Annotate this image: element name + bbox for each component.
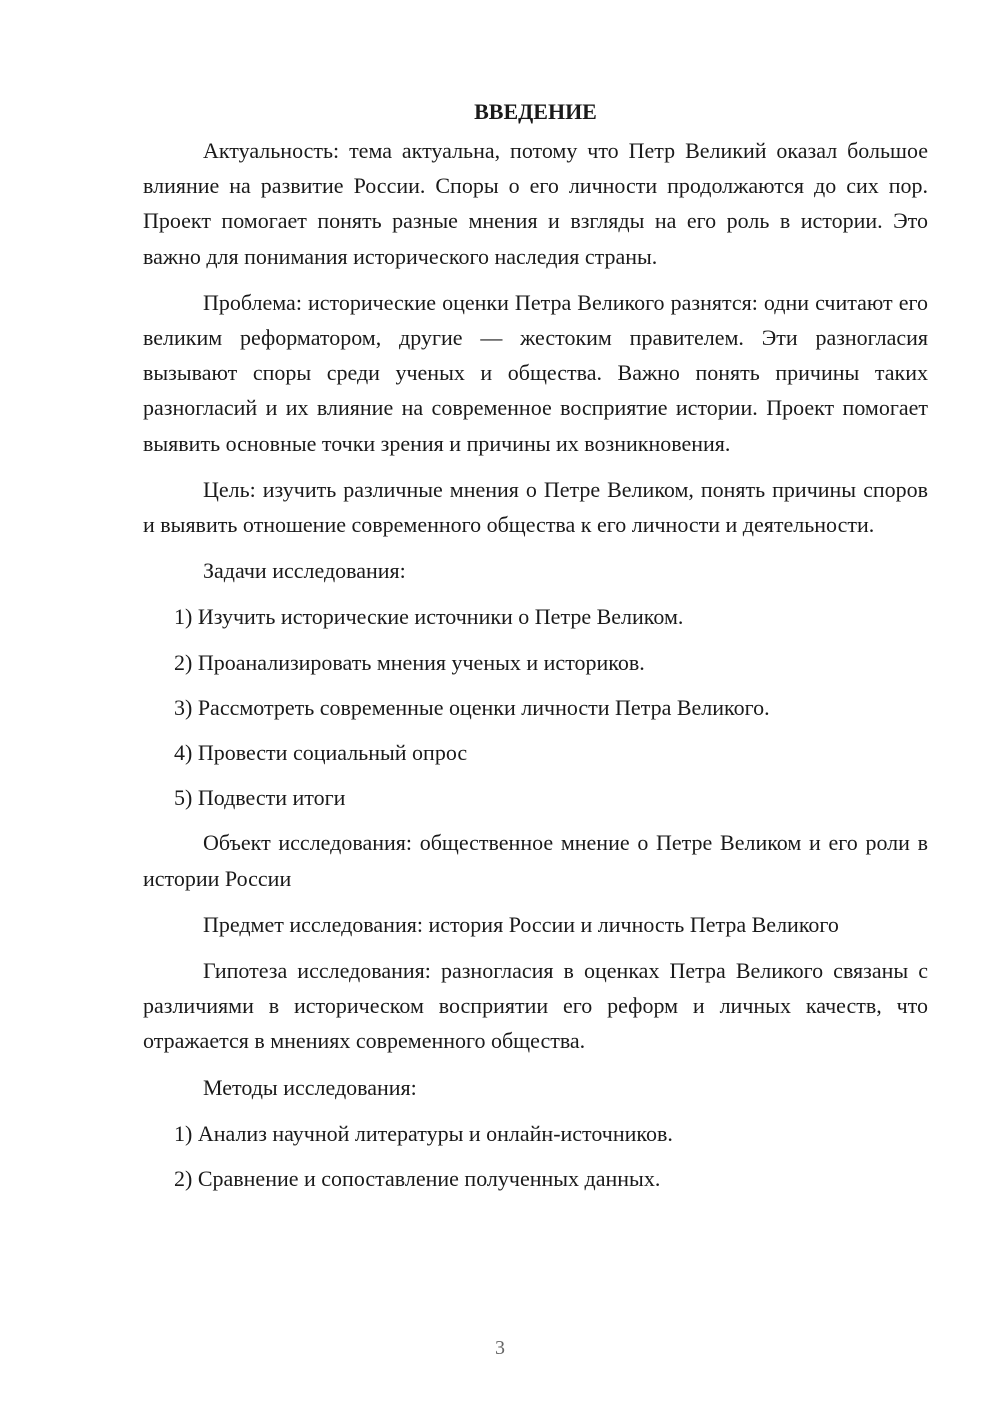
problem-paragraph: Проблема: исторические оценки Петра Великого разнятся: одни считают его великим реформатором, другие — жестоким правителем. Эти разногласия вызывают споры среди ученых и общества. Важно понять причины таких разногласий и их влияние на современное восприятие истории. Проект помогает выявить основные точки зрения и причины их возникновения. xyxy=(143,289,928,456)
section-title: ВВЕДЕНИЕ xyxy=(474,99,597,124)
methods-heading: Методы исследования: xyxy=(203,1074,417,1100)
subject-paragraph: Предмет исследования: история России и личность Петра Великого xyxy=(203,911,839,937)
task-item: 3) Рассмотреть современные оценки личности Петра Великого. xyxy=(174,694,770,720)
method-item: 1) Анализ научной литературы и онлайн-источников. xyxy=(174,1120,673,1146)
object-paragraph: Объект исследования: общественное мнение о Петре Великом и его роли в истории России xyxy=(143,830,928,891)
task-item: 1) Изучить исторические источники о Петре Великом. xyxy=(174,604,684,630)
goal-paragraph: Цель: изучить различные мнения о Петре Великом, понять причины споров и выявить отношение современного общества к его личности и деятельности. xyxy=(143,476,928,538)
tasks-heading: Задачи исследования: xyxy=(203,558,406,584)
relevance-paragraph: Актуальность: тема актуальна, потому что Петр Великий оказал большое влияние на развитие России. Споры о его личности продолжаются до сих пор. Проект помогает понять разные мнения и взгляды на его роль в истории. Это важно для понимания исторического наследия страны. xyxy=(143,138,928,269)
hypothesis-paragraph: Гипотеза исследования: разногласия в оценках Петра Великого связаны с различиями в историческом восприятии его реформ и личных качеств, что отражается в мнениях современного общества. xyxy=(143,958,928,1054)
page-number: 3 xyxy=(495,1337,505,1359)
task-item: 2) Проанализировать мнения ученых и историков. xyxy=(174,649,645,675)
task-item: 5) Подвести итоги xyxy=(174,785,346,811)
method-item: 2) Сравнение и сопоставление полученных данных. xyxy=(174,1166,661,1192)
document-page xyxy=(143,94,928,1206)
task-item: 4) Провести социальный опрос xyxy=(174,740,468,766)
